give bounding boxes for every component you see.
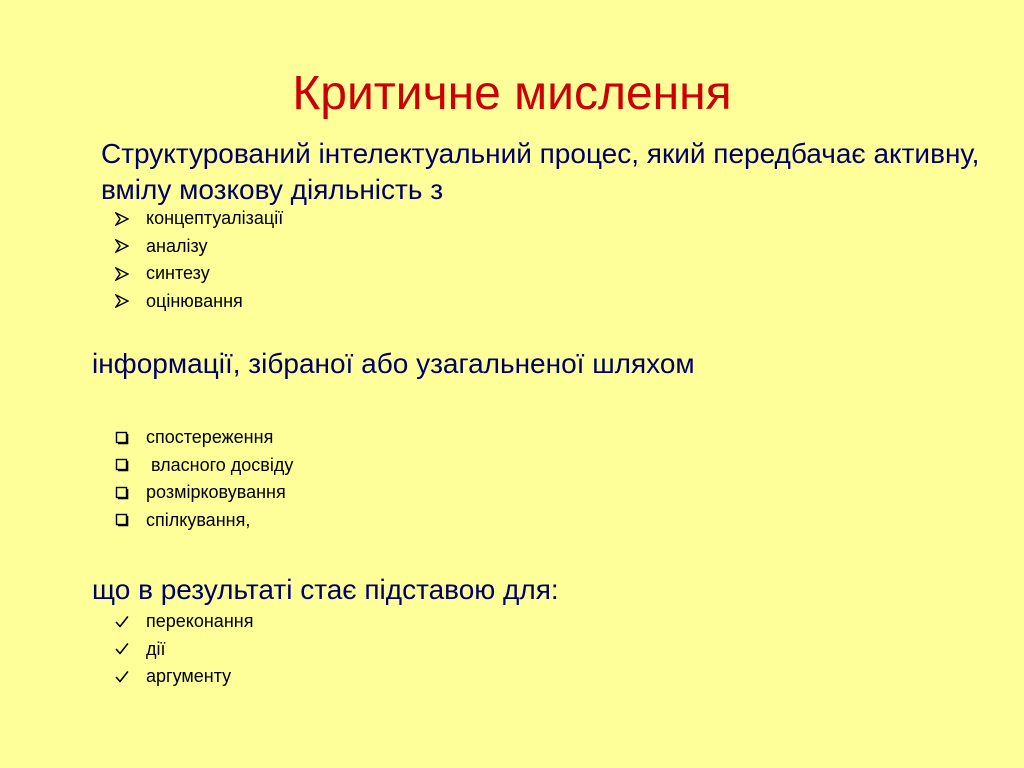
list-item xyxy=(112,452,293,480)
list-item-label: оцінювання xyxy=(146,290,243,311)
list-item xyxy=(112,479,293,507)
list-item-label: розмірковування xyxy=(146,482,286,502)
list-item-label: переконання xyxy=(146,611,254,631)
list-item-label: концептуалізації xyxy=(146,208,284,228)
hollow-square-icon xyxy=(112,486,146,500)
arrowhead-icon xyxy=(112,294,146,308)
hollow-square-icon xyxy=(112,513,146,527)
hollow-square-icon xyxy=(112,431,146,445)
arrowhead-icon xyxy=(112,212,146,226)
list-item xyxy=(112,260,283,288)
sources-list xyxy=(112,424,293,534)
checkmark-icon xyxy=(112,670,146,684)
information-heading: інформації, зібраної або узагальненої шляхом xyxy=(92,348,695,379)
list-item xyxy=(112,288,283,316)
checkmark-icon xyxy=(112,615,146,629)
list-item xyxy=(112,233,283,261)
arrowhead-icon xyxy=(112,267,146,281)
list-item-label: аналізу xyxy=(146,235,208,256)
list-item-label: спостереження xyxy=(146,427,274,447)
checkmark-icon xyxy=(112,642,146,656)
list-item xyxy=(112,424,293,452)
list-item xyxy=(112,507,293,535)
arrowhead-icon xyxy=(112,239,146,253)
list-item-label: власного досвіду xyxy=(146,454,294,475)
hollow-square-icon xyxy=(112,458,146,472)
list-item-label: дії xyxy=(146,638,166,659)
list-item-label: синтезу xyxy=(146,263,210,283)
list-item-label: спілкування, xyxy=(146,509,251,530)
intro-paragraph: Структурований інтелектуальний процес, який передбачає активну, вмілу мозкову діяльність з xyxy=(101,138,980,205)
list-item xyxy=(112,608,253,636)
outcomes-list xyxy=(112,608,253,691)
result-heading: що в результаті стає підставою для: xyxy=(92,574,559,605)
list-item xyxy=(112,636,253,664)
slide-title: Критичне мислення xyxy=(292,67,732,120)
list-item xyxy=(112,663,253,691)
list-item-label: аргументу xyxy=(146,666,232,686)
list-item xyxy=(112,205,283,233)
activities-list xyxy=(112,205,283,315)
